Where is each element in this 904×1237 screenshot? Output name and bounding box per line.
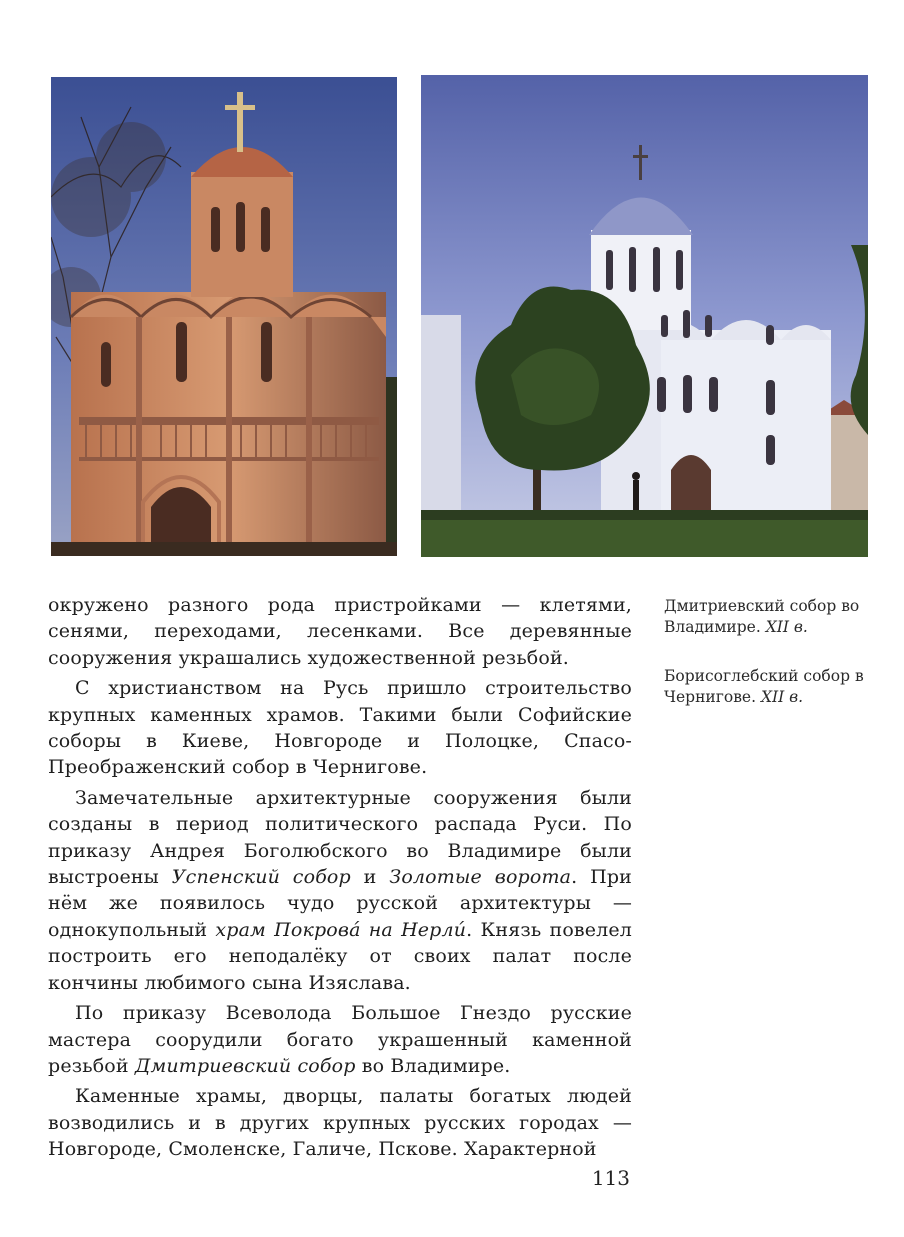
paragraph-3	[48, 785, 632, 996]
golden-gate-term: Золотые ворота	[389, 866, 572, 889]
paragraph-3-text-3: . При нём же появилось чудо русской архитектуры — однокупольный	[48, 866, 632, 941]
paragraph-3-text-4: . Князь повелел построить его неподалёку от своих палат после кончины любимого сына Изяслава.	[48, 918, 632, 994]
main-text	[48, 592, 632, 1163]
pokrova-church-term: храм Покрова́ на Нерли́	[215, 918, 467, 941]
dmitrievsky-cathedral-illustration	[51, 77, 397, 556]
caption-2-century: XII в.	[760, 688, 804, 706]
page-number: 113	[591, 1166, 630, 1190]
paragraph-2: С христианством на Русь пришло строительство крупных каменных храмов. Такими были Софийские соборы в Киеве, Новгороде и Полоцке, Спасо-Преображенский собор в Чернигове.	[48, 677, 632, 779]
borisoglebsky-cathedral-illustration	[421, 75, 868, 557]
caption-borisoglebsky	[664, 666, 884, 708]
paragraph-3-text-2: и	[350, 866, 390, 889]
borisoglebsky-cathedral-photo	[421, 75, 868, 557]
caption-1-text: Дмитриевский собор во Владимире.	[664, 597, 860, 636]
caption-1-century: XII в.	[765, 618, 808, 636]
dmitrievsky-cathedral-term: Дмитриевский собор	[134, 1054, 356, 1077]
paragraph-4-text-1: По приказу Всеволода Большое Гнездо русские мастера соорудили богато украшенный каменной резьбой	[48, 1002, 632, 1077]
paragraph-1: окружено разного рода пристройками — клетями, сенями, переходами, лесенками. Все деревянные сооружения украшались художественной резьбой.	[48, 594, 632, 669]
paragraph-4	[48, 1000, 632, 1079]
paragraph-3-text-1: Замечательные архитектурные сооружения были созданы в период политического распада Руси. По приказу Андрея Боголюбского во Владимире были выстроены	[48, 786, 632, 889]
caption-dmitrievsky	[664, 596, 884, 638]
caption-2-text: Борисоглебский собор в Чернигове.	[664, 667, 864, 706]
paragraph-5: Каменные храмы, дворцы, палаты богатых людей возводились и в других крупных русских городах — Новгороде, Смоленске, Галиче, Пскове. Характерной	[48, 1085, 632, 1161]
dmitrievsky-cathedral-photo	[51, 77, 397, 556]
paragraph-4-text-2: во Владимире.	[355, 1054, 511, 1077]
uspensky-cathedral-term: Успенский собор	[171, 866, 351, 889]
